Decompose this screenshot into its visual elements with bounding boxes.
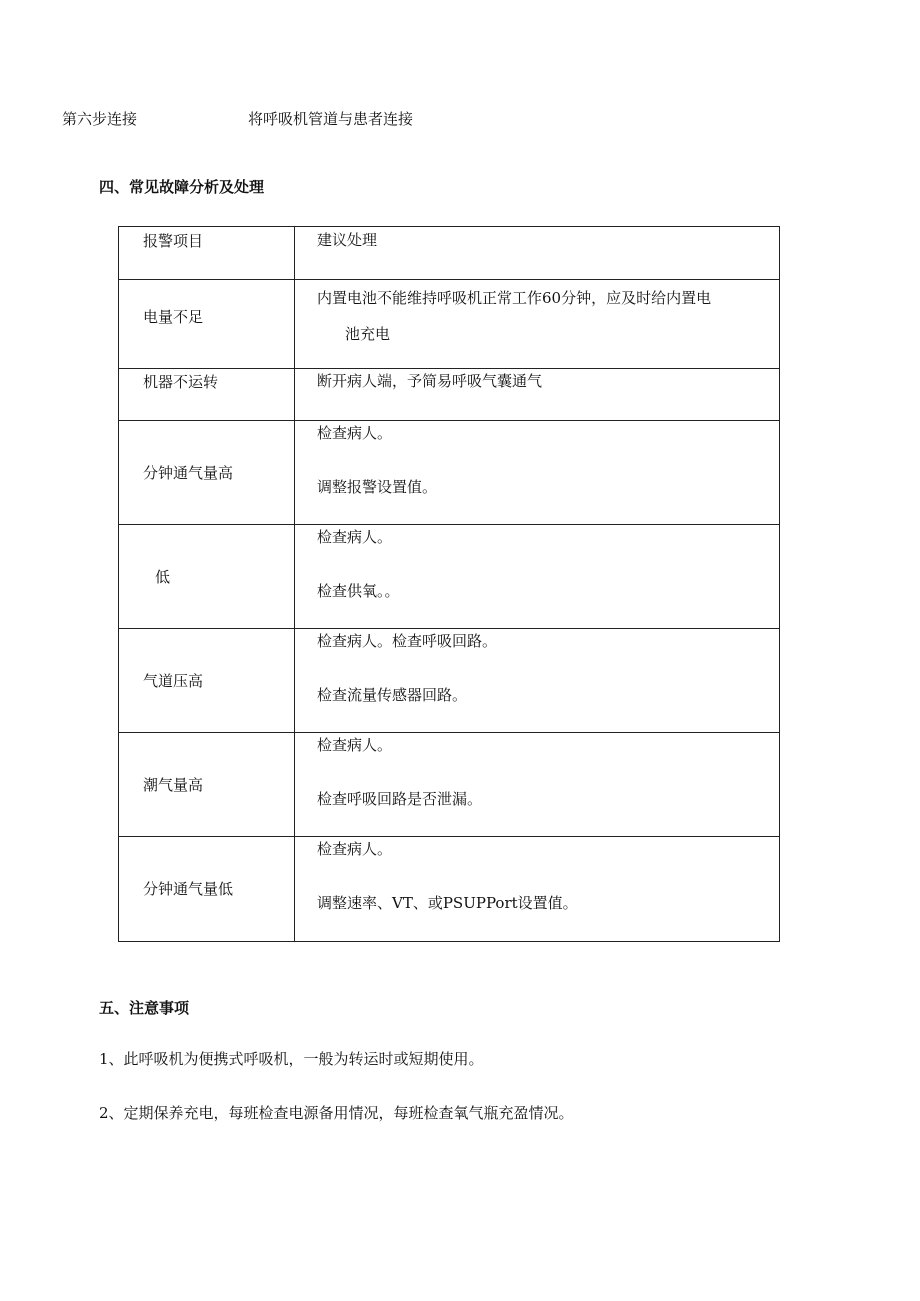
handling-text: 检查病人。检查呼吸回路。 检查流量传感器回路。 <box>317 632 498 704</box>
table-row <box>119 421 780 525</box>
alarm-cell <box>119 629 295 733</box>
alarm-label: 机器不运转 <box>143 373 219 391</box>
header-handling-label: 建议处理 <box>317 231 378 249</box>
section5-heading: 五、注意事项 <box>99 999 190 1017</box>
alarm-cell <box>119 525 295 629</box>
table-row <box>119 525 780 629</box>
note-item: 2、定期保养充电，每班检查电源备用情况，每班检查氧气瓶充盈情况。 <box>99 1104 574 1122</box>
table-row <box>119 837 780 942</box>
alarm-cell <box>119 837 295 942</box>
handling-text: 检查病人。 调整速率、VT、或PSUPPort设置值。 <box>317 840 578 912</box>
handling-cell <box>295 733 780 837</box>
table-row <box>119 733 780 837</box>
handling-cell <box>295 525 780 629</box>
alarm-label: 低 <box>155 568 171 586</box>
alarm-label: 潮气量高 <box>143 776 204 794</box>
handling-text: 检查病人。 检查呼吸回路是否泄漏。 <box>317 736 483 808</box>
handling-cell <box>295 280 780 369</box>
table-header-row <box>119 227 780 280</box>
alarm-cell <box>119 733 295 837</box>
header-cell-alarm <box>119 227 295 280</box>
alarm-label: 分钟通气量高 <box>143 464 234 482</box>
handling-text: 检查病人。 检查供氧。。 <box>317 528 400 600</box>
table-row <box>119 629 780 733</box>
handling-cell <box>295 837 780 942</box>
header-cell-handling <box>295 227 780 280</box>
handling-cell <box>295 369 780 421</box>
handling-cell <box>295 629 780 733</box>
handling-cell <box>295 421 780 525</box>
handling-text: 检查病人。 调整报警设置值。 <box>317 424 438 496</box>
header-alarm-label: 报警项目 <box>143 232 204 250</box>
alarm-cell <box>119 369 295 421</box>
alarm-label: 电量不足 <box>143 308 204 326</box>
step6-label: 第六步连接 <box>62 110 138 128</box>
handling-text: 内置电池不能维持呼吸机正常工作60分钟，应及时给内置电 池充电 <box>317 289 712 343</box>
note-item: 1、此呼吸机为便携式呼吸机，一般为转运时或短期使用。 <box>99 1050 484 1068</box>
alarm-cell <box>119 421 295 525</box>
table-row <box>119 369 780 421</box>
section4-heading: 四、常见故障分析及处理 <box>99 178 265 196</box>
handling-text: 断开病人端，予简易呼吸气囊通气 <box>317 372 543 390</box>
step6-text: 将呼吸机管道与患者连接 <box>248 110 414 128</box>
table-row <box>119 280 780 369</box>
alarm-label: 气道压高 <box>143 672 204 690</box>
alarm-label: 分钟通气量低 <box>143 880 234 898</box>
fault-table <box>118 226 780 942</box>
alarm-cell <box>119 280 295 369</box>
